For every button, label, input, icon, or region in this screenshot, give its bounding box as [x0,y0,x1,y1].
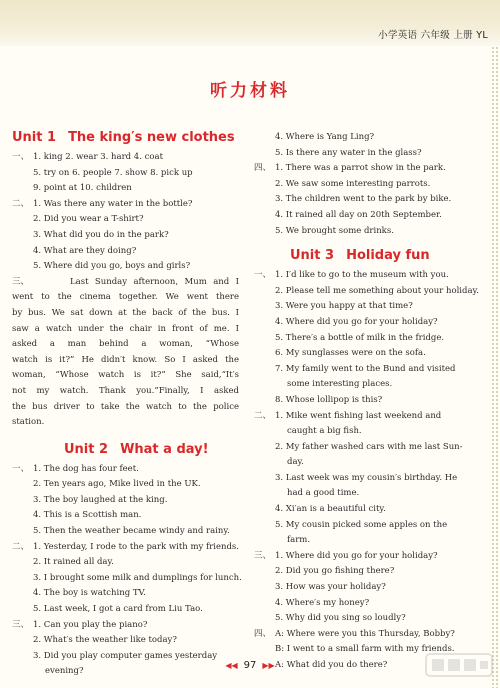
list-item: 4. What are they doing? [33,245,137,256]
list-item: 3. How was your holiday? [275,582,386,593]
page-title: 听力材料 [210,81,290,101]
passage-line: the bus driver to take the watch to the police [12,401,239,412]
list-item: 3. Last week was my cousin′s birthday. He [275,472,458,483]
list-item: 2. What′s the weather like today? [33,635,177,646]
list-item: 4. Where did you go for your holiday? [275,316,438,327]
list-item: 四、 1. There was a parrot show in the park. [254,163,446,174]
list-item: B: I went to a small farm with my friends. [275,644,455,655]
passage [12,275,239,431]
list-item: A: What did you do there? [275,660,388,670]
list-item: 4. Where′s my honey? [275,597,370,608]
list-item: 3. I brought some milk and dumplings for lunch. [33,572,242,583]
list-item: 2. My father washed cars with me last Sun- [275,441,463,452]
list-item: 三、 1. Can you play the piano? [12,619,148,630]
list-item: 5. Is there any water in the glass? [275,147,422,158]
list-item: 一、 1. I′d like to go to the museum with you. [254,270,449,281]
list-item: 4. The boy is watching TV. [33,588,146,599]
list-item: 2. Ten years ago, Mike lived in the UK. [33,479,201,490]
list-item: 三、 1. Where did you go for your holiday? [254,550,438,561]
passage-line: by bus. We sat down at the back of the bus. I [12,307,239,318]
list-item: 4. It rained all day on 20th September. [275,209,442,220]
list-item: 4. This is a Scottish man. [33,510,142,521]
page-number: 97 [243,660,257,671]
list-item: 7. My family went to the Bund and visited [275,363,456,374]
prev-arrow-icon: ◀◀ [225,661,238,670]
list-item: some interesting places. [287,379,393,390]
list-item: 5. Where did you go, boys and girls? [33,261,191,272]
list-item: caught a big fish. [287,426,362,437]
passage-line: not my watch. Thank you.”Finally, I asked [12,385,239,396]
list-item: 5. We brought some drinks. [275,225,394,236]
list-item: 5. Why did you sing so loudly? [275,613,406,624]
list-item: 4. Where is Yang Ling? [275,132,375,142]
decorative-strip [491,46,500,688]
list-item: farm. [287,535,311,546]
list-item: 3. The boy laughed at the king. [33,494,168,505]
list-item: 3. The children went to the park by bike. [275,194,452,205]
list-item: 3. Were you happy at that time? [275,301,413,312]
list-item: 四、 A: Where were you this Thursday, Bobby? [254,628,455,639]
passage-line: asked a man behind a woman, “Whose [12,339,239,350]
list-item: 3. What did you do in the park? [33,229,169,240]
list-item: 5. Last week, I got a card from Liu Tao. [33,604,203,615]
passage-line: watch is it?” He didn′t know. So I asked the [12,354,239,365]
series-label: 小学英语 六年级 上册 YL [378,30,488,41]
passage-line: station. [12,417,45,428]
passage-line: saw a watch under the chair in front of me. I [12,323,239,334]
list-item: 5. There′s a bottle of milk in the fridge. [275,332,445,343]
list-item: 一、 1. king 2. wear 3. hard 4. coat [12,152,163,162]
passage-line: 三、 Last Sunday afternoon, Mum and I [12,276,239,287]
list-item: 2. Did you wear a T-shirt? [33,214,144,225]
list-item: 5. My cousin picked some apples on the [275,519,448,530]
list-item: 4. Xi′an is a beautiful city. [275,504,386,515]
list-item: day. [287,457,304,468]
list-item: 5. try on 6. people 7. show 8. pick up [33,167,193,178]
list-item: 2. Please tell me something about your holiday. [275,285,479,296]
list-item: evening? [45,666,84,677]
list-item: 6. My sunglasses were on the sofa. [275,348,426,359]
list-item: 3. Did you play computer games yesterday [33,650,218,661]
list-item: had a good time. [287,488,360,499]
left-column [12,130,242,680]
passage-line: woman, “Whose watch is it?” She said,“It′s [12,370,239,381]
next-arrow-icon: ▶▶ [262,661,275,670]
passage-line: went to the cinema together. We went there [12,292,239,303]
watermark-logo-icon [424,650,494,684]
list-item: 2. Did you go fishing there? [275,566,395,577]
list-item: 一、 1. The dog has four feet. [12,463,139,474]
list-item: 二、 1. Mike went fishing last weekend and [254,410,442,421]
unit-1-heading: Unit 1 The king′s new clothes [12,130,235,145]
list-item: 2. We saw some interesting parrots. [275,178,431,189]
list-item: 二、 1. Was there any water in the bottle? [12,198,193,209]
list-item: 8. Whose lollipop is this? [275,394,383,405]
list-item: 二、 1. Yesterday, I rode to the park with my friends. [12,541,239,552]
unit-2-heading: Unit 2 What a day! [64,441,209,457]
list-item: 5. Then the weather became windy and rainy. [33,526,230,537]
list-item: 9. point at 10. children [33,183,132,194]
right-column [254,130,488,674]
unit-3-heading: Unit 3 Holiday fun [290,248,430,264]
list-item: 2. It rained all day. [33,557,114,568]
